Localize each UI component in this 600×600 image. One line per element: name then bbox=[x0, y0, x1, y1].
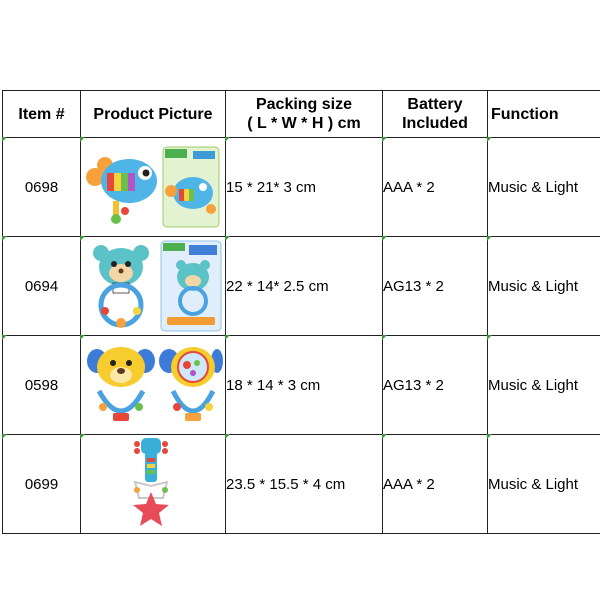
fish-toy-loose bbox=[86, 157, 157, 224]
header-item: Item # bbox=[3, 91, 81, 138]
bear-toy-packaged bbox=[161, 241, 221, 331]
item-number: 0699 bbox=[3, 435, 81, 534]
header-function: Function bbox=[488, 91, 600, 138]
puppy-toy-front bbox=[87, 347, 155, 421]
header-battery bbox=[383, 91, 488, 138]
header-battery-line2: Included bbox=[402, 115, 468, 132]
fish-piano-rattle-icon bbox=[83, 143, 223, 231]
packing-size: 15 * 21* 3 cm bbox=[226, 138, 383, 237]
table-row bbox=[3, 435, 600, 534]
puppy-toy-back bbox=[159, 347, 223, 421]
battery-included: AAA * 2 bbox=[383, 138, 488, 237]
guitar-star-rattle-icon bbox=[113, 436, 193, 532]
function-cell: Music & Light bbox=[488, 237, 600, 336]
header-battery-line1: Battery bbox=[407, 96, 463, 113]
battery-included: AG13 * 2 bbox=[383, 336, 488, 435]
battery-included: AG13 * 2 bbox=[383, 237, 488, 336]
table-row bbox=[3, 237, 600, 336]
fish-toy-packaged bbox=[163, 147, 219, 227]
table-row bbox=[3, 336, 600, 435]
header-row bbox=[3, 91, 600, 138]
product-picture bbox=[81, 138, 226, 237]
product-picture bbox=[81, 237, 226, 336]
puppy-rattle-icon bbox=[83, 341, 223, 429]
packing-size: 23.5 * 15.5 * 4 cm bbox=[226, 435, 383, 534]
product-picture bbox=[81, 435, 226, 534]
item-number: 0598 bbox=[3, 336, 81, 435]
header-packing-line1: Packing size bbox=[255, 96, 353, 113]
header-packing bbox=[226, 91, 383, 138]
header-packing-line2: ( L * W * H ) cm bbox=[247, 115, 361, 132]
header-picture: Product Picture bbox=[81, 91, 226, 138]
function-cell: Music & Light bbox=[488, 435, 600, 534]
packing-size: 22 * 14* 2.5 cm bbox=[226, 237, 383, 336]
product-picture bbox=[81, 336, 226, 435]
battery-included: AAA * 2 bbox=[383, 435, 488, 534]
function-cell: Music & Light bbox=[488, 336, 600, 435]
bear-rattle-icon bbox=[83, 239, 223, 333]
item-number: 0698 bbox=[3, 138, 81, 237]
function-cell: Music & Light bbox=[488, 138, 600, 237]
item-number: 0694 bbox=[3, 237, 81, 336]
bear-toy-loose bbox=[93, 245, 149, 328]
product-spec-table bbox=[2, 90, 600, 534]
table-row bbox=[3, 138, 600, 237]
packing-size: 18 * 14 * 3 cm bbox=[226, 336, 383, 435]
